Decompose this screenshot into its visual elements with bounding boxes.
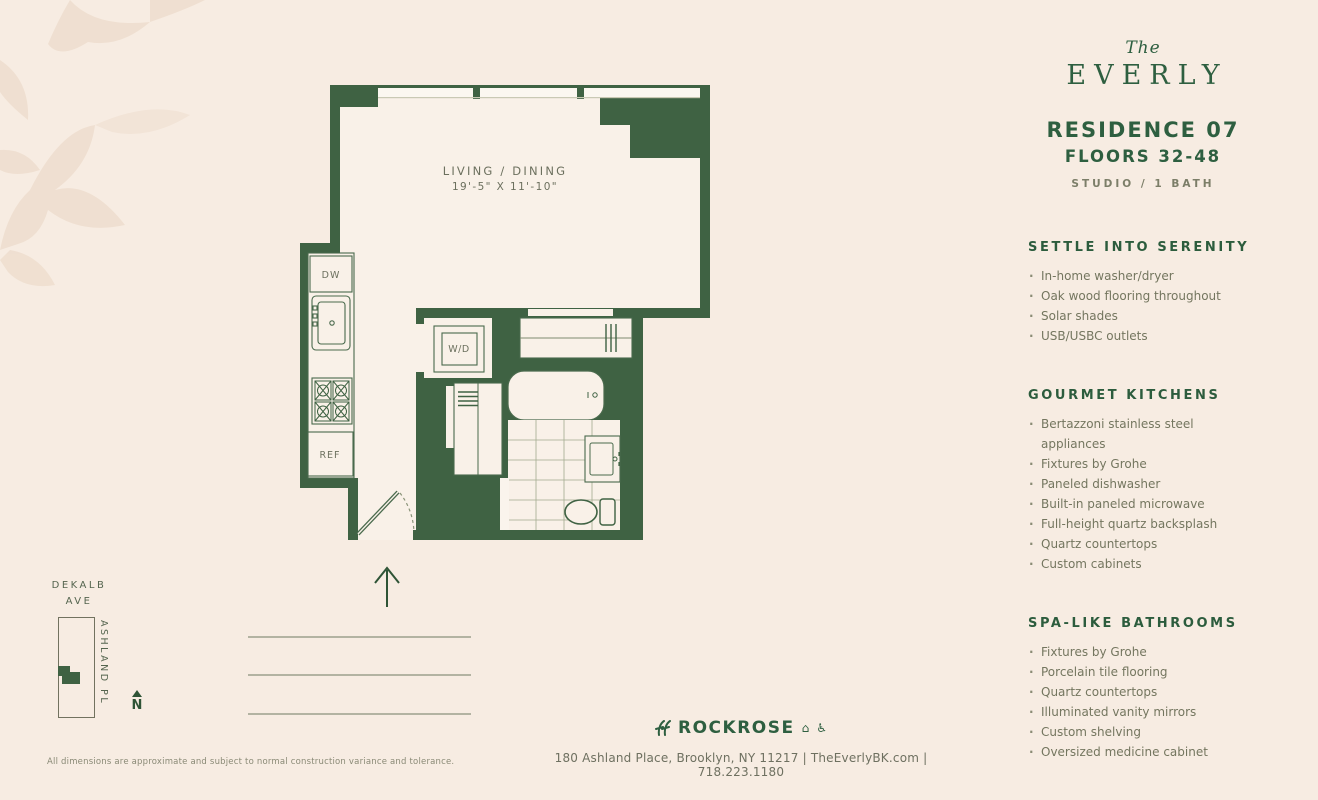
room-label: LIVING / DINING [442,164,568,178]
list-item: · Full-height quartz backsplash [1028,514,1258,534]
room-dimensions: 19'-5" X 11'-10" [451,181,559,193]
rockrose-mark-icon [655,720,671,736]
list-item: · Bertazzoni stainless steel appliances [1028,414,1258,454]
note-line [248,713,471,715]
bathroom-door [500,478,509,530]
list-item: · Quartz countertops [1028,682,1258,702]
list-item: · Fixtures by Grohe [1028,454,1258,474]
dishwasher-label: DW [321,270,341,281]
residence-floors: FLOORS 32-48 [1064,147,1222,166]
list-item: · Oversized medicine cabinet [1028,742,1258,762]
residence-type: STUDIO / 1 BATH [1071,178,1215,190]
list-item: · Fixtures by Grohe [1028,642,1258,662]
building-footprint [54,662,82,688]
location-map [40,578,180,728]
note-line [248,674,471,676]
section-settle-into-serenity [1028,240,1258,346]
section-title: SETTLE INTO SERENITY [1028,240,1250,255]
toilet [565,499,615,525]
note-line [248,636,471,638]
north-label: N [131,698,143,713]
bathtub [508,371,604,420]
list-item: · In-home washer/dryer [1028,266,1258,286]
list-item: · Illuminated vanity mirrors [1028,702,1258,722]
section-title: SPA-LIKE BATHROOMS [1028,616,1238,631]
linen-closet [446,383,502,475]
list-item: · Solar shades [1028,306,1258,326]
list-item: · Paneled dishwasher [1028,474,1258,494]
everly-logo [1028,38,1258,91]
residence-info [1028,118,1258,190]
list-item: · Porcelain tile flooring [1028,662,1258,682]
street-label-ashland: ASHLAND PL [98,620,109,706]
feature-lists [1028,240,1258,762]
leaf-watermark [0,0,300,300]
kitchen-counter [308,253,354,478]
street-label-dekalb: DEKALB AVE [51,580,107,607]
logo-everly: EVERLY [1066,60,1228,91]
section-spa-like-bathrooms [1028,616,1258,762]
list-item: · Custom cabinets [1028,554,1258,574]
refrigerator-label: REF [319,450,341,461]
list-item: · Oak wood flooring throughout [1028,286,1258,306]
windows [378,88,700,98]
residence-title: RESIDENCE 07 [1046,118,1240,142]
logo-the: The [1125,38,1161,58]
footer [541,718,941,779]
section-title: GOURMET KITCHENS [1028,388,1221,403]
rockrose-logo [541,718,941,738]
accessibility-icon: ♿ [816,721,827,735]
list-item: · Built-in paneled microwave [1028,494,1258,514]
vanity-sink [585,436,620,482]
section-gourmet-kitchens [1028,388,1258,574]
rockrose-name: ROCKROSE [678,718,795,738]
list-item: · Quartz countertops [1028,534,1258,554]
north-indicator [126,690,148,712]
footer-address: 180 Ashland Place, Brooklyn, NY 11217 | TheEverlyBK.com | 718.223.1180 [554,751,928,779]
list-item: · USB/USBC outlets [1028,326,1258,346]
floor-plan [288,80,713,625]
entry-arrow-icon [375,568,399,607]
list-item: · Custom shelving [1028,722,1258,742]
north-arrow-icon [132,690,142,697]
equal-housing-icon: ⌂ [801,721,810,735]
disclaimer-text: All dimensions are approximate and subject to normal construction variance and tolerance. [47,757,455,767]
washer-dryer-label: W/D [448,344,470,355]
